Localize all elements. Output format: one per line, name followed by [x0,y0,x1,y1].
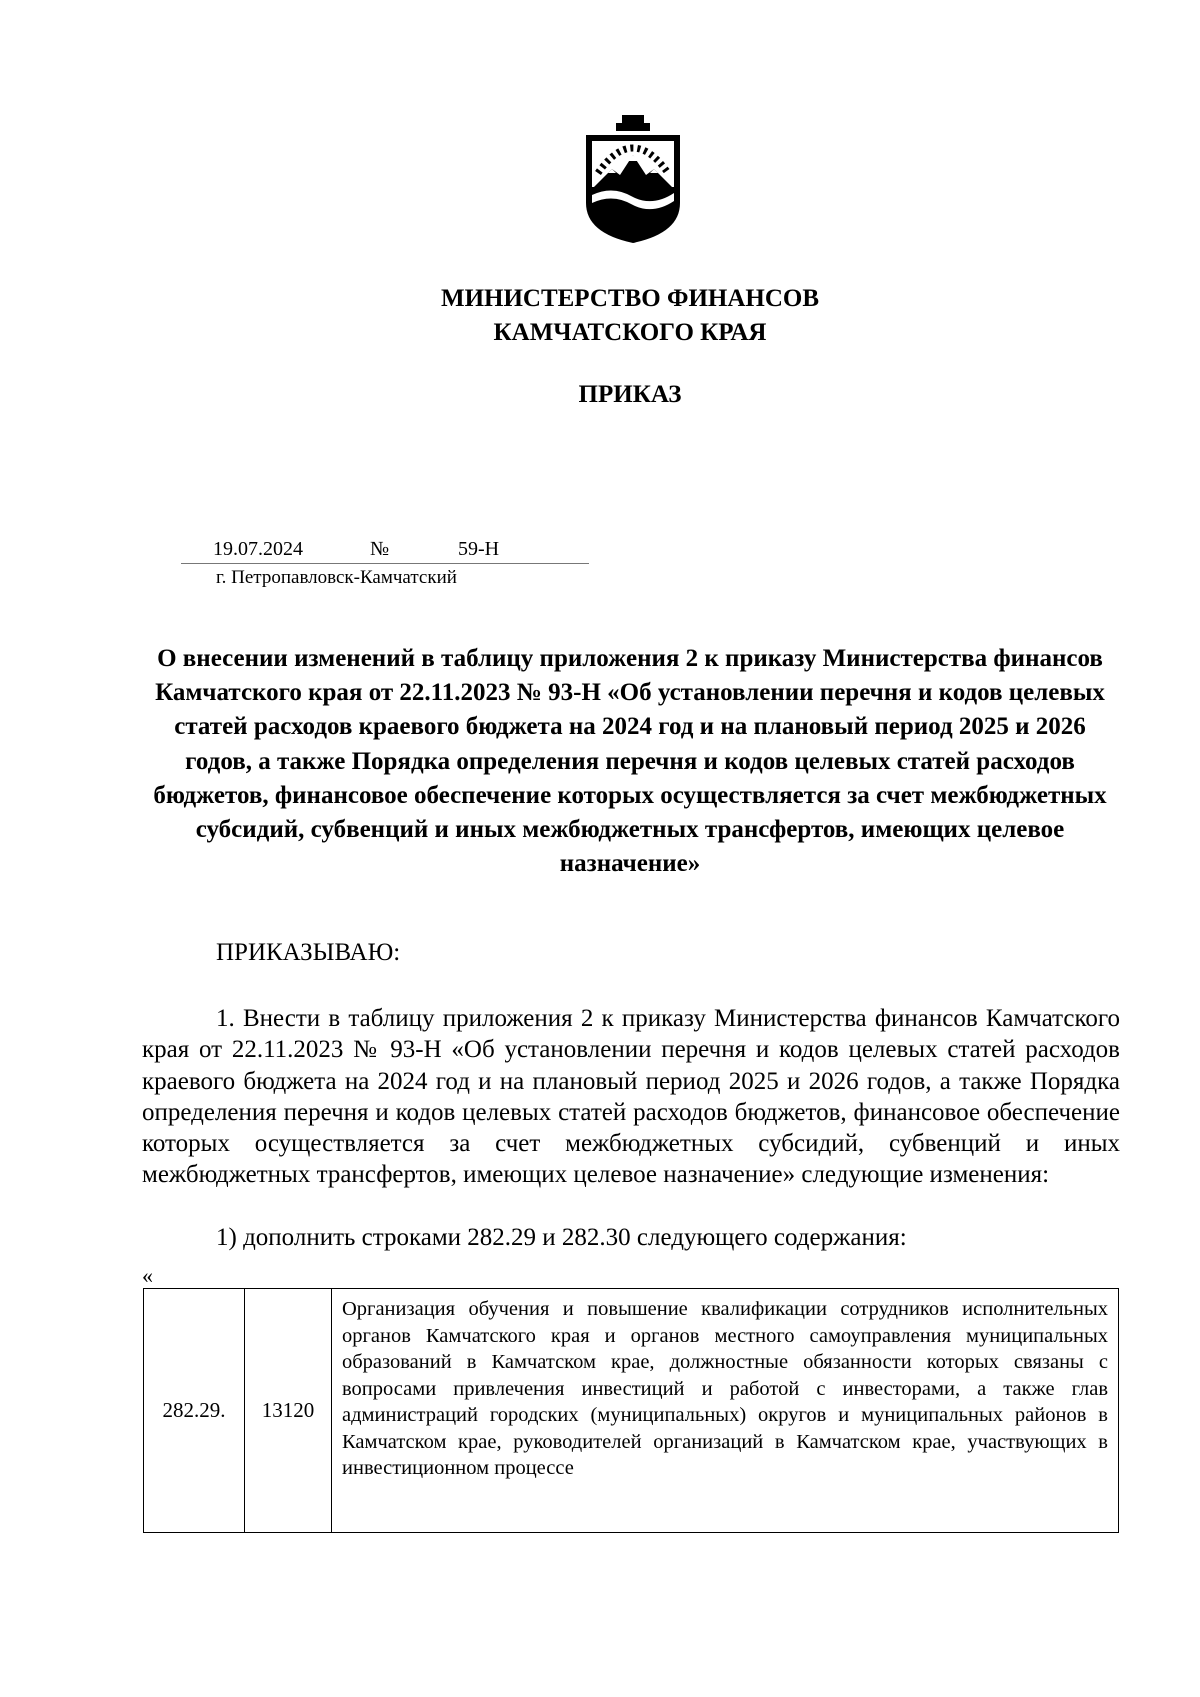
paragraph-1: 1. Внести в таблицу приложения 2 к приказу Министерства финансов Камчатского края от 22.11.2023 № 93-Н «Об установлении перечня и кодов целевых статей расходов краевого бюджета на 2024 год и на плановый период 2025 и 2026 годов, а также Порядка определения перечня и кодов целевых статей расходов бюджетов, финансовое обеспечение которых осуществляется за счет межбюджетных субсидий, субвенций и иных межбюджетных трансфертов, имеющих целевое назначение» следующие изменения: [142,1005,1120,1189]
coat-of-arms-emblem [578,115,688,245]
ministry-name-line1: МИНИСТЕРСТВО ФИНАНСОВ [440,285,820,312]
paragraph-2: 1) дополнить строками 282.29 и 282.30 следующего содержания: [216,1224,907,1251]
opening-quote: « [142,1263,153,1288]
ministry-name-line2: КАМЧАТСКОГО КРАЯ [493,319,767,346]
document-date: 19.07.2024 [213,538,303,560]
document-subject: О внесении изменений в таблицу приложения 2 к приказу Министерства финансов Камчатского края от 22.11.2023 № 93-Н «Об установлении перечня и кодов целевых статей расходов краевого бюджета на 2024 год и на плановый период 2025 и 2026 годов, а также Порядка определения перечня и кодов целевых статей расходов бюджетов, финансовое обеспечение которых осуществляется за счет межбюджетных субсидий, субвенций и иных межбюджетных трансфертов, имеющих целевое назначение» [153,645,1107,878]
row-number-cell: 282.29. [144,1289,245,1532]
document-type: ПРИКАЗ [578,381,682,408]
number-sign: № [370,538,390,560]
directive-word: ПРИКАЗЫВАЮ: [216,939,401,966]
document-city: г. Петропавловск-Камчатский [216,567,457,588]
row-description-cell: Организация обучения и повышение квалификации сотрудников исполнительных органов Камчатского края и органов местного самоуправления муниципальных образований в Камчатском крае, должностные обязанности которых связаны с вопросами привлечения инвестиций и работой с инвесторами, а также глав администраций городских (муниципальных) округов и муниципальных районов в Камчатском крае, руководителей организаций в Камчатском крае, участвующих в инвестиционном процессе [342,1298,1108,1479]
document-details-line [181,537,589,564]
ministry-name [0,282,1200,350]
table-row [143,1288,1119,1533]
document-number: 59-Н [458,538,500,560]
row-code-cell: 13120 [245,1289,332,1532]
